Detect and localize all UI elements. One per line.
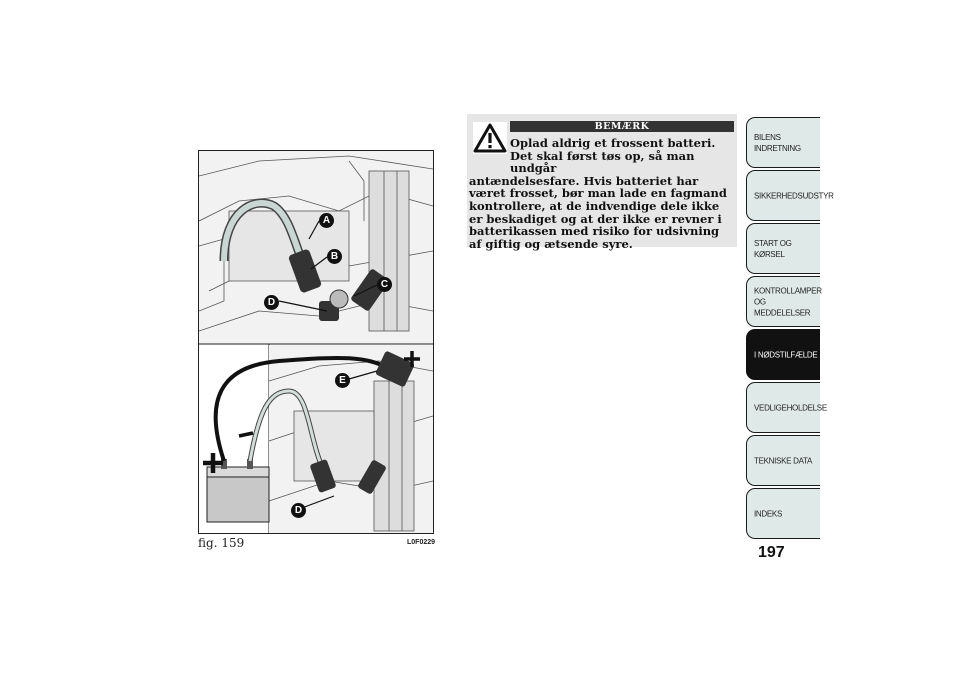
label-c: C (380, 279, 389, 290)
engine-bay-illustration (199, 151, 433, 533)
label-c-badge (377, 277, 392, 292)
section-tab-label: KONTROLLAMPER OG MEDDELELSER (754, 286, 822, 317)
label-b: B (330, 251, 339, 262)
label-d: D (267, 297, 276, 308)
section-tabs (746, 117, 834, 541)
battery-jump-start-figure (198, 150, 434, 534)
label-a-badge (319, 213, 334, 228)
section-tab-label: I NØDSTILFÆLDE (754, 350, 818, 359)
figure-caption: fig. 159 (198, 536, 245, 550)
label-e-badge (335, 373, 350, 388)
section-tab-1[interactable] (746, 170, 834, 221)
label-d2-badge (291, 503, 306, 518)
note-title: BEMÆRK (510, 121, 734, 132)
label-a: A (322, 215, 331, 226)
label-b-badge (327, 249, 342, 264)
note-first-line: Oplad aldrig et frossent batteri. Det skal først tøs op, så man undgår (510, 136, 716, 176)
section-tab-5[interactable] (746, 382, 827, 433)
label-d-bottom: D (294, 505, 303, 516)
note-body-text: antændelsesfare. Hvis batteriet har været frosset, bør man lade en fagmand kontrollere, at de indvendige dele ikke er beskadiget og at der ikke er revner i batterikassen med risiko for udsivning af giftig og ætsende syre. (469, 173, 727, 251)
section-tab-7[interactable] (746, 488, 820, 539)
note-text (469, 137, 731, 250)
section-tab-2[interactable] (746, 223, 820, 274)
section-tab-label: TEKNISKE DATA (754, 456, 813, 465)
figure-code: L0F0229 (407, 539, 436, 546)
label-d-badge (264, 295, 279, 310)
page-number: 197 (758, 544, 785, 561)
section-tab-label: SIKKERHEDSUDSTYR (754, 191, 834, 200)
section-tab-label: VEDLIGEHOLDELSE (754, 403, 827, 412)
warning-note (467, 114, 737, 251)
section-tab-label: START OG KØRSEL (754, 238, 792, 259)
section-tab-3[interactable] (746, 276, 820, 327)
section-tab-label: INDEKS (754, 509, 782, 518)
section-tab-4[interactable] (746, 329, 820, 380)
section-tab-label: BILENS INDRETNING (754, 132, 801, 153)
section-tab-6[interactable] (746, 435, 820, 486)
section-tab-0[interactable] (746, 117, 820, 168)
label-e: E (339, 375, 346, 386)
